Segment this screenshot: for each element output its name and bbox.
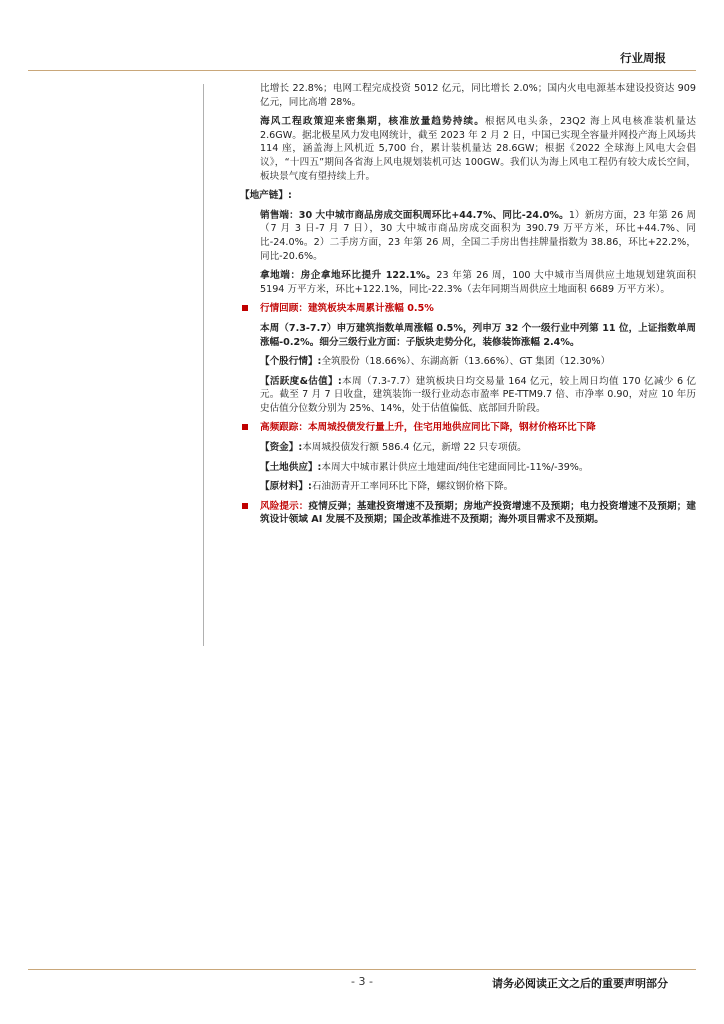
offshore-wind-body: 根据风电头条，23Q2 海上风电核准装机量达 2.6GW。据北极星风力发电网统计，截至 2023 年 2 月 2 日，中国已实现全容量并网投产海上风场共 114 座，涵盖海上风机近 5,700 台，累计装机量达 28.6GW；根据《2022 全球海上风电大会倡议》，“十四五”期间各省海上风电规划装机可达 100GW。我们认为海上风电工程仍有较大成长空间，板块景气度有望持续上升。: [260, 116, 696, 182]
sales-body: 1）新房方面，23 年第 26 周（7 月 3 日-7 月 7 日），30 大中城市商品房成交面积为 390.79 万平方米，环比+44.7%、同比-24.0%。2）二手房方面，23 年第 26 周，全国二手房出售挂牌量指数为 38.86，环比+22.2%，同比-20.6%。: [260, 209, 697, 262]
report-body: [240, 82, 696, 533]
funding-lead: 【资金】:: [260, 442, 303, 454]
section-risk-warning: [240, 500, 696, 527]
sales-lead: 销售端：30 大中城市商品房成交面积周环比+44.7%、同比-24.0%。: [260, 209, 569, 221]
paragraph-raw-materials: [260, 480, 696, 494]
real-estate-chain-heading: 【地产链】:: [240, 190, 292, 202]
section-market-review: [240, 302, 696, 316]
footer-divider: [28, 969, 696, 970]
paragraph-offshore-wind: [260, 115, 696, 183]
offshore-wind-lead: 海风工程政策迎来密集期，核准放量趋势持续。: [260, 116, 485, 128]
activity-valuation-lead: 【活跃度&估值】:: [260, 375, 342, 387]
margin-divider: [203, 84, 204, 646]
risk-body: 疫情反弹；基建投资增速不及预期；房地产投资增速不及预期；电力投资增速不及预期；建筑设计领域 AI 发展不及预期；国企改革推进不及预期；海外项目需求不及预期。: [260, 500, 697, 526]
page-number: - 3 -: [351, 975, 373, 988]
land-lead: 拿地端：房企拿地环比提升 122.1%。: [260, 270, 437, 282]
paragraph-land: [260, 269, 696, 296]
section-high-frequency: [240, 421, 696, 435]
paragraph-grid-investment: 比增长 22.8%；电网工程完成投资 5012 亿元，同比增长 2.0%；国内火电电源基本建设投资达 909 亿元，同比高增 28%。: [260, 83, 696, 108]
raw-materials-body: 石油沥青开工率同环比下降，螺纹钢价格下降。: [311, 481, 514, 493]
land-supply-lead: 【土地供应】:: [260, 461, 322, 473]
square-bullet-icon: [242, 424, 248, 430]
land-body: 23 年第 26 周，100 大中城市当周供应土地规划建筑面积 5194 万平方米，环比+122.1%，同比-22.3%（去年同期当周供应土地面积 6689 万平方米）。: [260, 270, 696, 295]
paragraph-index-performance: 本周（7.3-7.7）申万建筑指数单周涨幅 0.5%，列申万 32 个一级行业中列第 11 位，上证指数单周涨幅-0.2%。细分三级行业方面：子版块走势分化，装修装饰涨幅 2.4%。: [260, 322, 696, 348]
report-type-title: 行业周报: [620, 51, 666, 65]
stock-performance-body: 全筑股份（18.66%）、东湖高新（13.66%）、GT 集团（12.30%）: [321, 356, 611, 368]
activity-valuation-body: 本周（7.3-7.7）建筑板块日均交易量 164 亿元，较上周日均值 170 亿减少 6 亿元。截至 7 月 7 日收盘，建筑装饰一级行业动态市盈率 PE-TTM9.7 倍、市净率 0.90，对应 10 年历史估值分位数分别为 25%、14%，处于估值偏低、底部回升阶段。: [260, 375, 697, 414]
square-bullet-icon: [242, 305, 248, 311]
land-supply-body: 本周大中城市累计供应土地建面/纯住宅建面同比-11%/-39%。: [321, 461, 589, 473]
funding-body: 本周城投债发行额 586.4 亿元，新增 22 只专项债。: [302, 442, 527, 454]
section-market-review-title: 行情回顾：建筑板块本周累计涨幅 0.5%: [260, 303, 434, 315]
raw-materials-lead: 【原材料】:: [260, 481, 312, 493]
risk-label: 风险提示：: [260, 500, 309, 512]
paragraph-funding: [260, 441, 696, 455]
section-high-frequency-title: 高频跟踪：本周城投债发行量上升，住宅用地供应同比下降，钢材价格环比下降: [260, 422, 596, 434]
paragraph-land-supply: [260, 461, 696, 475]
paragraph-stock-performance: [260, 355, 696, 369]
paragraph-activity-valuation: [260, 375, 696, 416]
disclaimer-notice: 请务必阅读正文之后的重要声明部分: [492, 977, 668, 990]
paragraph-sales: [260, 209, 696, 263]
stock-performance-lead: 【个股行情】:: [260, 356, 322, 368]
square-bullet-icon: [242, 503, 248, 509]
header-divider: [28, 70, 696, 71]
